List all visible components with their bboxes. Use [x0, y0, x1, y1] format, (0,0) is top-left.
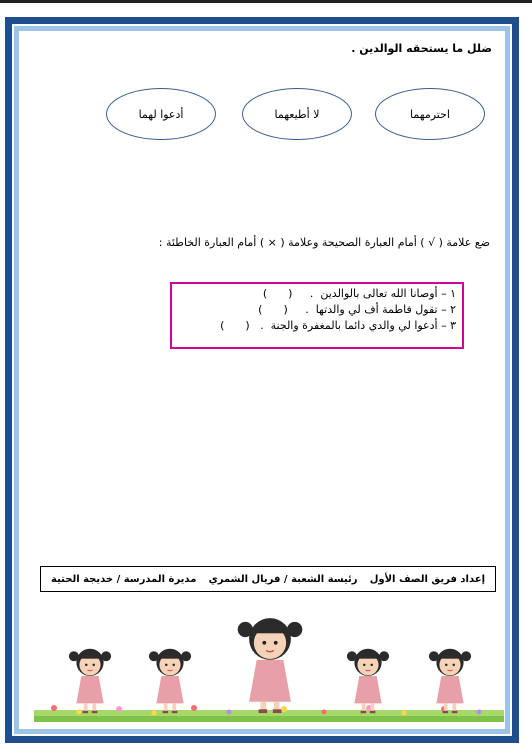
credits-bar: [40, 566, 496, 592]
credit-prepared-by: إعداد فريق الصف الأول: [369, 573, 485, 585]
top-rule: [0, 0, 532, 3]
credit-division-head: رئيسة الشعبة / فريال الشمري: [208, 573, 358, 585]
grass-strip: [34, 710, 504, 722]
girls-meadow-illustration: [24, 604, 510, 724]
question-2-instruction: ضع علامة ( √ ) أمام العبارة الصحيحة وعلامة ( × ) أمام العبارة الخاطئة :: [158, 236, 490, 249]
credit-principal: مديرة المدرسة / خديجة الحتية: [51, 573, 197, 585]
option-disobey[interactable]: لا أطيعهما: [242, 88, 352, 140]
girl-figure-1: [69, 649, 111, 713]
statement-3[interactable]: ٣ – أدعوا لي والدي دائما بالمغفرة والجنة . ( ): [220, 319, 456, 332]
statement-2[interactable]: ٢ – تقول فاطمة أف لي والدتها . ( ): [258, 303, 456, 316]
girl-figure-center: [238, 618, 303, 713]
statement-1[interactable]: ١ – أوصانا الله تعالى بالوالدين . ( ): [262, 287, 456, 300]
option-respect[interactable]: احترمهما: [375, 88, 485, 140]
girl-figure-3: [347, 649, 389, 713]
girl-figure-2: [149, 649, 191, 713]
girl-figure-4: [429, 649, 471, 713]
question-1-instruction: ضلل ما يستحقه الوالدين .: [351, 42, 492, 55]
option-pray[interactable]: أدعوا لهما: [106, 88, 216, 140]
